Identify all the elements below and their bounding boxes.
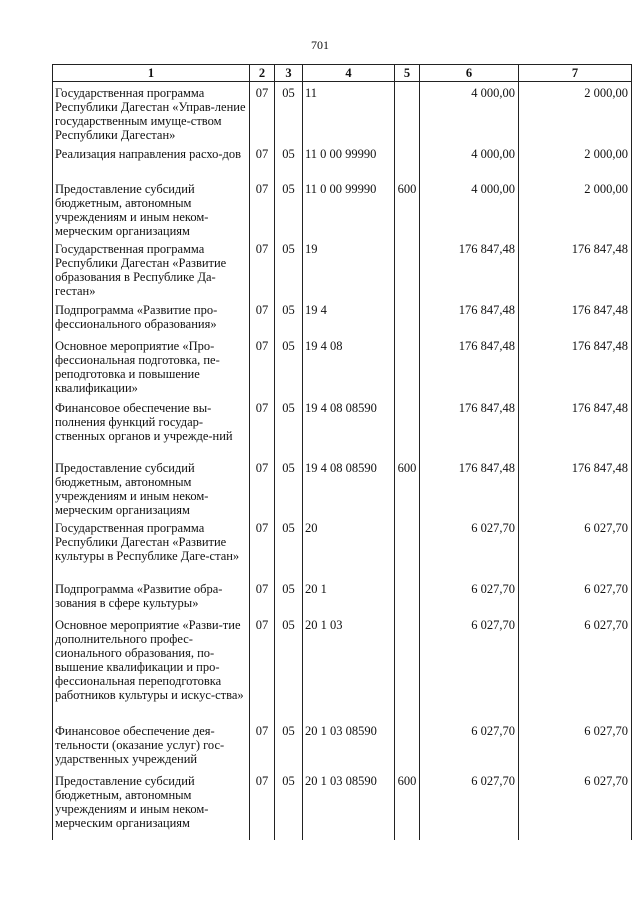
row-name-cell: Предоставление субсидий бюджетным, автономным учреждениям и иным неком-мерческим организациям (53, 770, 250, 840)
row-target-article-cell: 11 0 00 99990 (303, 143, 395, 178)
table-row (53, 614, 632, 720)
row-amount-year2-cell: 6 027,70 (519, 770, 632, 840)
row-target-article-cell: 19 (303, 238, 395, 299)
row-subsection-cell: 05 (275, 517, 303, 578)
row-subsection-cell: 05 (275, 82, 303, 143)
row-subsection-cell: 05 (275, 720, 303, 770)
table-row (53, 143, 632, 178)
row-section-cell: 07 (250, 397, 275, 457)
row-section-cell: 07 (250, 238, 275, 299)
table-row (53, 578, 632, 614)
table-row (53, 770, 632, 840)
row-target-article-cell: 20 1 03 (303, 614, 395, 720)
table-row (53, 335, 632, 397)
row-name-cell: Финансовое обеспечение вы-полнения функций государ-ственных органов и учрежде-ний (53, 397, 250, 457)
row-section-cell: 07 (250, 82, 275, 143)
row-expense-type-cell (395, 82, 420, 143)
col-header-6: 6 (420, 65, 519, 82)
row-subsection-cell: 05 (275, 770, 303, 840)
budget-table (52, 64, 632, 840)
row-expense-type-cell: 600 (395, 770, 420, 840)
row-amount-year1-cell: 4 000,00 (420, 143, 519, 178)
row-amount-year1-cell: 6 027,70 (420, 720, 519, 770)
row-name-cell: Государственная программа Республики Дагестан «Развитие культуры в Республике Даге-стан» (53, 517, 250, 578)
page-number: 701 (311, 38, 329, 52)
table-row (53, 82, 632, 143)
row-amount-year1-cell: 4 000,00 (420, 178, 519, 238)
row-name-cell: Подпрограмма «Развитие обра-зования в сфере культуры» (53, 578, 250, 614)
row-name-cell: Подпрограмма «Развитие про-фессионального образования» (53, 299, 250, 335)
col-header-7: 7 (519, 65, 632, 82)
row-expense-type-cell (395, 299, 420, 335)
table-row (53, 178, 632, 238)
row-amount-year2-cell: 2 000,00 (519, 178, 632, 238)
row-subsection-cell: 05 (275, 578, 303, 614)
row-subsection-cell: 05 (275, 238, 303, 299)
header-row (53, 65, 632, 82)
row-expense-type-cell (395, 720, 420, 770)
row-section-cell: 07 (250, 517, 275, 578)
row-section-cell: 07 (250, 720, 275, 770)
row-amount-year1-cell: 6 027,70 (420, 578, 519, 614)
row-expense-type-cell (395, 614, 420, 720)
row-section-cell: 07 (250, 770, 275, 840)
row-name-cell: Реализация направления расхо-дов (53, 143, 250, 178)
row-section-cell: 07 (250, 299, 275, 335)
row-amount-year2-cell: 176 847,48 (519, 335, 632, 397)
row-subsection-cell: 05 (275, 178, 303, 238)
row-target-article-cell: 11 (303, 82, 395, 143)
row-expense-type-cell (395, 335, 420, 397)
row-amount-year1-cell: 4 000,00 (420, 82, 519, 143)
row-name-cell: Предоставление субсидий бюджетным, автономным учреждениям и иным неком-мерческим организациям (53, 178, 250, 238)
row-expense-type-cell (395, 143, 420, 178)
row-subsection-cell: 05 (275, 457, 303, 517)
table-body (53, 82, 632, 840)
row-amount-year2-cell: 6 027,70 (519, 614, 632, 720)
row-amount-year2-cell: 2 000,00 (519, 82, 632, 143)
row-target-article-cell: 20 1 03 08590 (303, 770, 395, 840)
col-header-2: 2 (250, 65, 275, 82)
row-amount-year2-cell: 176 847,48 (519, 457, 632, 517)
table-row (53, 299, 632, 335)
col-header-5: 5 (395, 65, 420, 82)
row-amount-year1-cell: 176 847,48 (420, 457, 519, 517)
row-amount-year1-cell: 6 027,70 (420, 770, 519, 840)
row-name-cell: Основное мероприятие «Разви-тие дополнительного профес-сионального образования, по-вышение квалификации и про-фессиональная переподготовка работников культуры и искус-ства» (53, 614, 250, 720)
row-target-article-cell: 11 0 00 99990 (303, 178, 395, 238)
row-expense-type-cell (395, 578, 420, 614)
row-target-article-cell: 20 (303, 517, 395, 578)
row-section-cell: 07 (250, 614, 275, 720)
row-amount-year2-cell: 2 000,00 (519, 143, 632, 178)
row-amount-year1-cell: 176 847,48 (420, 335, 519, 397)
row-section-cell: 07 (250, 457, 275, 517)
table-row (53, 457, 632, 517)
col-header-4: 4 (303, 65, 395, 82)
row-target-article-cell: 20 1 03 08590 (303, 720, 395, 770)
row-amount-year2-cell: 6 027,70 (519, 517, 632, 578)
row-target-article-cell: 19 4 08 (303, 335, 395, 397)
row-amount-year1-cell: 6 027,70 (420, 517, 519, 578)
row-subsection-cell: 05 (275, 397, 303, 457)
table-row (53, 397, 632, 457)
row-target-article-cell: 19 4 08 08590 (303, 397, 395, 457)
row-section-cell: 07 (250, 178, 275, 238)
col-header-1: 1 (53, 65, 250, 82)
row-target-article-cell: 20 1 (303, 578, 395, 614)
row-section-cell: 07 (250, 143, 275, 178)
row-amount-year2-cell: 6 027,70 (519, 720, 632, 770)
row-name-cell: Государственная программа Республики Дагестан «Развитие образования в Республике Да-гестан» (53, 238, 250, 299)
row-expense-type-cell: 600 (395, 457, 420, 517)
row-subsection-cell: 05 (275, 614, 303, 720)
row-expense-type-cell (395, 517, 420, 578)
row-name-cell: Финансовое обеспечение дея-тельности (оказание услуг) гос-ударственных учреждений (53, 720, 250, 770)
table-row (53, 517, 632, 578)
row-amount-year2-cell: 176 847,48 (519, 397, 632, 457)
row-expense-type-cell: 600 (395, 178, 420, 238)
row-target-article-cell: 19 4 (303, 299, 395, 335)
row-section-cell: 07 (250, 335, 275, 397)
row-expense-type-cell (395, 397, 420, 457)
budget-table-container (52, 64, 631, 841)
row-amount-year2-cell: 6 027,70 (519, 578, 632, 614)
row-subsection-cell: 05 (275, 299, 303, 335)
table-row (53, 238, 632, 299)
row-name-cell: Основное мероприятие «Про-фессиональная подготовка, пе-реподготовка и повышение квалификации» (53, 335, 250, 397)
row-name-cell: Государственная программа Республики Дагестан «Управ-ление государственным имуще-ством Республики Дагестан» (53, 82, 250, 143)
row-subsection-cell: 05 (275, 143, 303, 178)
row-amount-year2-cell: 176 847,48 (519, 238, 632, 299)
row-section-cell: 07 (250, 578, 275, 614)
col-header-3: 3 (275, 65, 303, 82)
row-subsection-cell: 05 (275, 335, 303, 397)
row-amount-year1-cell: 176 847,48 (420, 238, 519, 299)
row-target-article-cell: 19 4 08 08590 (303, 457, 395, 517)
row-name-cell: Предоставление субсидий бюджетным, автономным учреждениям и иным неком-мерческим организациям (53, 457, 250, 517)
row-expense-type-cell (395, 238, 420, 299)
row-amount-year2-cell: 176 847,48 (519, 299, 632, 335)
row-amount-year1-cell: 176 847,48 (420, 299, 519, 335)
row-amount-year1-cell: 176 847,48 (420, 397, 519, 457)
row-amount-year1-cell: 6 027,70 (420, 614, 519, 720)
table-row (53, 720, 632, 770)
